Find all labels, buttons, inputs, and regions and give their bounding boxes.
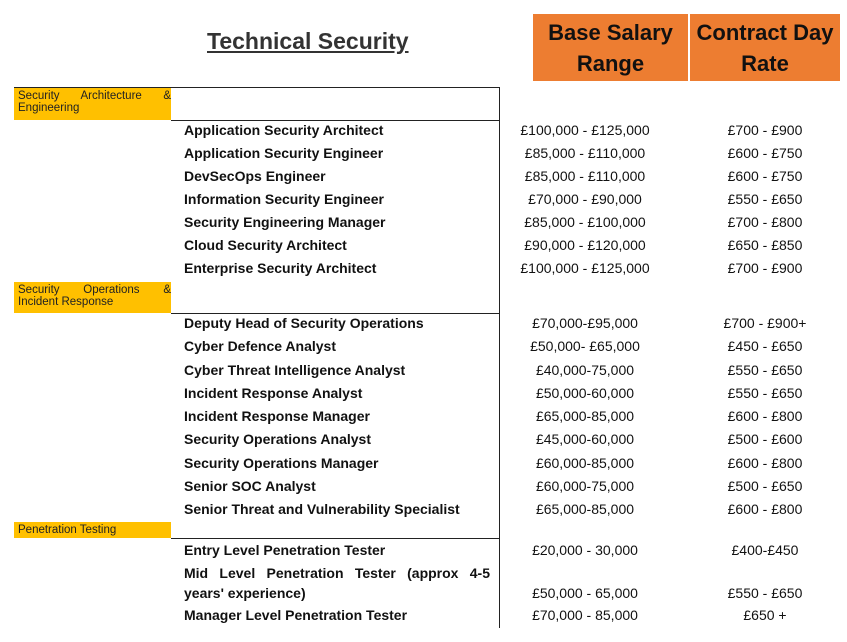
day-rate: £450 - £650 [727, 338, 803, 354]
day-rate: £600 - £750 [727, 168, 803, 184]
role-name: Application Security Engineer [184, 145, 384, 161]
day-rate: £650 + [743, 607, 787, 623]
table-row [0, 431, 847, 453]
salary-range: £100,000 - £125,000 [520, 122, 650, 138]
table-row [0, 607, 847, 629]
day-rate: £600 - £800 [727, 408, 803, 424]
role-name: Cyber Defence Analyst [184, 338, 336, 354]
table-row [0, 478, 847, 500]
table-row [0, 145, 847, 167]
role-name: Senior Threat and Vulnerability Specialist [184, 501, 460, 517]
table-row [0, 501, 847, 523]
salary-range: £45,000-60,000 [535, 431, 635, 447]
header-day-rate: Contract Day Rate [690, 14, 840, 81]
salary-range: £65,000-85,000 [535, 501, 635, 517]
table-row [0, 585, 847, 607]
table-row [0, 455, 847, 477]
day-rate: £400-£450 [731, 542, 799, 558]
section-rule-1 [171, 120, 500, 121]
role-name: Information Security Engineer [184, 191, 384, 207]
table-row [0, 408, 847, 430]
day-rate: £700 - £800 [727, 214, 803, 230]
table-row [0, 260, 847, 282]
salary-range: £85,000 - £110,000 [524, 145, 646, 161]
salary-range: £60,000-85,000 [535, 455, 635, 471]
salary-range: £20,000 - 30,000 [532, 542, 638, 558]
salary-range: £100,000 - £125,000 [520, 260, 650, 276]
role-name: Mid Level Penetration Tester (approx 4-5 [184, 565, 490, 581]
day-rate: £550 - £650 [727, 191, 803, 207]
salary-range: £50,000 - 65,000 [532, 585, 638, 601]
section-rule-2 [171, 313, 500, 314]
role-name: Security Engineering Manager [184, 214, 386, 230]
day-rate: £500 - £600 [727, 431, 803, 447]
salary-range: £50,000- £65,000 [530, 338, 640, 354]
day-rate: £650 - £850 [727, 237, 803, 253]
section-label-architecture: Security Architecture & Engineering [14, 88, 171, 120]
table-row [0, 338, 847, 360]
day-rate: £700 - £900 [727, 260, 803, 276]
table-row [0, 362, 847, 384]
table-row [0, 122, 847, 144]
role-name: Security Operations Analyst [184, 431, 371, 447]
role-name: Cloud Security Architect [184, 237, 347, 253]
role-name: Deputy Head of Security Operations [184, 315, 424, 331]
day-rate: £600 - £800 [727, 501, 803, 517]
section-rule-3 [171, 538, 500, 539]
day-rate: £700 - £900+ [723, 315, 807, 331]
role-name: Security Operations Manager [184, 455, 379, 471]
table-row [0, 214, 847, 236]
section-label-pentest: Penetration Testing [14, 522, 171, 538]
table-row [0, 168, 847, 190]
salary-range: £70,000 - £90,000 [528, 191, 642, 207]
salary-range: £60,000-75,000 [535, 478, 635, 494]
role-name: DevSecOps Engineer [184, 168, 326, 184]
role-name: Manager Level Penetration Tester [184, 607, 408, 623]
table-row [0, 385, 847, 407]
role-name: Enterprise Security Architect [184, 260, 377, 276]
table-row [0, 191, 847, 213]
table-row [0, 565, 847, 587]
day-rate: £550 - £650 [727, 362, 803, 378]
salary-range: £40,000-75,000 [535, 362, 635, 378]
role-name: Entry Level Penetration Tester [184, 542, 386, 558]
section-label-operations: Security Operations & Incident Response [14, 282, 171, 313]
salary-range: £70,000-£95,000 [532, 315, 638, 331]
table-row [0, 315, 847, 337]
role-name: Senior SOC Analyst [184, 478, 316, 494]
day-rate: £550 - £650 [727, 385, 803, 401]
day-rate: £600 - £800 [727, 455, 803, 471]
role-name: Incident Response Manager [184, 408, 370, 424]
salary-range: £50,000-60,000 [535, 385, 635, 401]
page-title: Technical Security [207, 28, 409, 54]
role-name: years' experience) [184, 585, 306, 601]
role-name: Incident Response Analyst [184, 385, 363, 401]
salary-range: £85,000 - £110,000 [524, 168, 646, 184]
table-row [0, 542, 847, 564]
salary-range: £70,000 - 85,000 [532, 607, 638, 623]
day-rate: £700 - £900 [727, 122, 803, 138]
role-name: Application Security Architect [184, 122, 384, 138]
salary-range: £85,000 - £100,000 [524, 214, 646, 230]
day-rate: £550 - £650 [727, 585, 803, 601]
table-row [0, 237, 847, 259]
role-name: Cyber Threat Intelligence Analyst [184, 362, 406, 378]
day-rate: £500 - £650 [727, 478, 803, 494]
salary-range: £65,000-85,000 [535, 408, 635, 424]
salary-range: £90,000 - £120,000 [524, 237, 646, 253]
day-rate: £600 - £750 [727, 145, 803, 161]
header-base-salary: Base Salary Range [533, 14, 688, 81]
